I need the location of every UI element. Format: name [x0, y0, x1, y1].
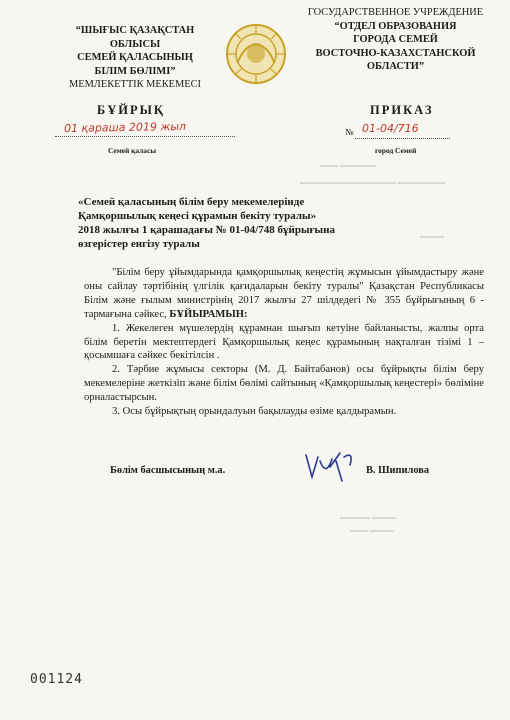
body-intro [84, 266, 484, 322]
body-item-3: 3. Осы бұйрықтың орындалуын бақылауды өзіме қалдырамын. [112, 406, 397, 418]
subject-line: өзгерістер енгізу туралы [78, 238, 200, 250]
place-kazakh: Семей қаласы [108, 146, 157, 155]
header-kazakh-line: “ШЫҒЫС ҚАЗАҚСТАН [75, 25, 195, 36]
date-handwritten: 01 қараша 2019 жыл [63, 119, 187, 136]
header-russian-line: ОБЛАСТИ” [366, 61, 425, 73]
bleed-through-text: ▬▬▬ ▬▬▬▬▬▬ [320, 163, 376, 169]
body-item-1: 1. Жекелеген мүшелердің құрамнан шығып кетуіне байланысты, жалпы орта білім беретін мектептердегі Қамқоршылық кеңес құрамының нақталған тізімі 1 – қосымшаға сәйкес бекітілсін . [84, 322, 484, 362]
body-item-2: 2. Тәрбие жұмысы секторы (М. Д. Байтабанов) осы бұйрықты білім беру мекемелеріне жеткізіп және білім бөлімі сайтының «Қамқоршылық кеңестері» бөліміне орналастырсын. [84, 364, 484, 404]
intro-bold: БҰЙЫРАМЫН: [169, 308, 248, 320]
state-emblem-icon [224, 22, 288, 86]
header-kazakh-line: БІЛІМ БӨЛІМІ” [94, 65, 176, 77]
header-kazakh [55, 24, 215, 92]
subject-line: «Семей қаласының білім беру мекемелерінде [78, 196, 305, 208]
signatory-position: Бөлім басшысының м.а. [110, 465, 226, 476]
bleed-through-text: ▬▬▬ ▬▬▬▬ [350, 528, 394, 534]
subject-line: Қамқоршылық кеңесі құрамын бекіту туралы» [78, 210, 317, 222]
header-kazakh-line: СЕМЕЙ ҚАЛАСЫНЫҢ [77, 52, 193, 64]
header-russian-first: ГОСУДАРСТВЕННОЕ УЧРЕЖДЕНИЕ [307, 7, 484, 18]
header-russian-line: ВОСТОЧНО-КАЗАХСТАНСКОЙ [315, 47, 476, 59]
number-underline [355, 138, 450, 139]
order-subject [78, 195, 408, 251]
bleed-through-text: ▬▬▬▬▬▬▬▬▬▬▬▬▬▬▬▬ ▬▬▬▬▬▬▬▬ [300, 180, 446, 186]
subject-line: 2018 жылғы 1 қарашадағы № 01-04/748 бұйрығына [78, 224, 335, 236]
title-kazakh: БҰЙРЫҚ [97, 103, 165, 117]
order-body [84, 266, 484, 419]
place-russian: город Семей [375, 146, 417, 155]
title-russian: ПРИКАЗ [370, 103, 434, 117]
bleed-through-text: ▬▬▬▬ [420, 234, 444, 240]
serial-number: 001124 [30, 672, 83, 687]
header-russian [298, 6, 493, 74]
header-kazakh-line: ОБЛЫСЫ [109, 38, 161, 50]
header-kazakh-sub: МЕМЛЕКЕТТІК МЕКЕМЕСІ [68, 79, 202, 91]
header-russian-line: ГОРОДА СЕМЕЙ [353, 34, 438, 46]
date-underline [55, 136, 235, 137]
signatory-name: В. Шипилова [366, 465, 430, 476]
number-label: № [345, 127, 354, 137]
handwritten-signature [300, 447, 358, 487]
intro-text: "Білім беру ұйымдарында қамқоршылық кеңестің жұмысын ұйымдастыру және оны сайлау тәртібінің үлгілік қағидаларын бекіту туралы" Қазақстан Республикасы Білім және ғылым министрінің 2017 жылғы 27 шілдедегі № 355 бұйрығының 6 - тармағына сәйкес, [84, 267, 484, 320]
header-russian-line: “ОТДЕЛ ОБРАЗОВАНИЯ [334, 20, 457, 32]
bleed-through-text: ▬▬▬▬▬ ▬▬▬▬ [340, 515, 396, 521]
number-handwritten: 01-04/716 [362, 122, 419, 135]
